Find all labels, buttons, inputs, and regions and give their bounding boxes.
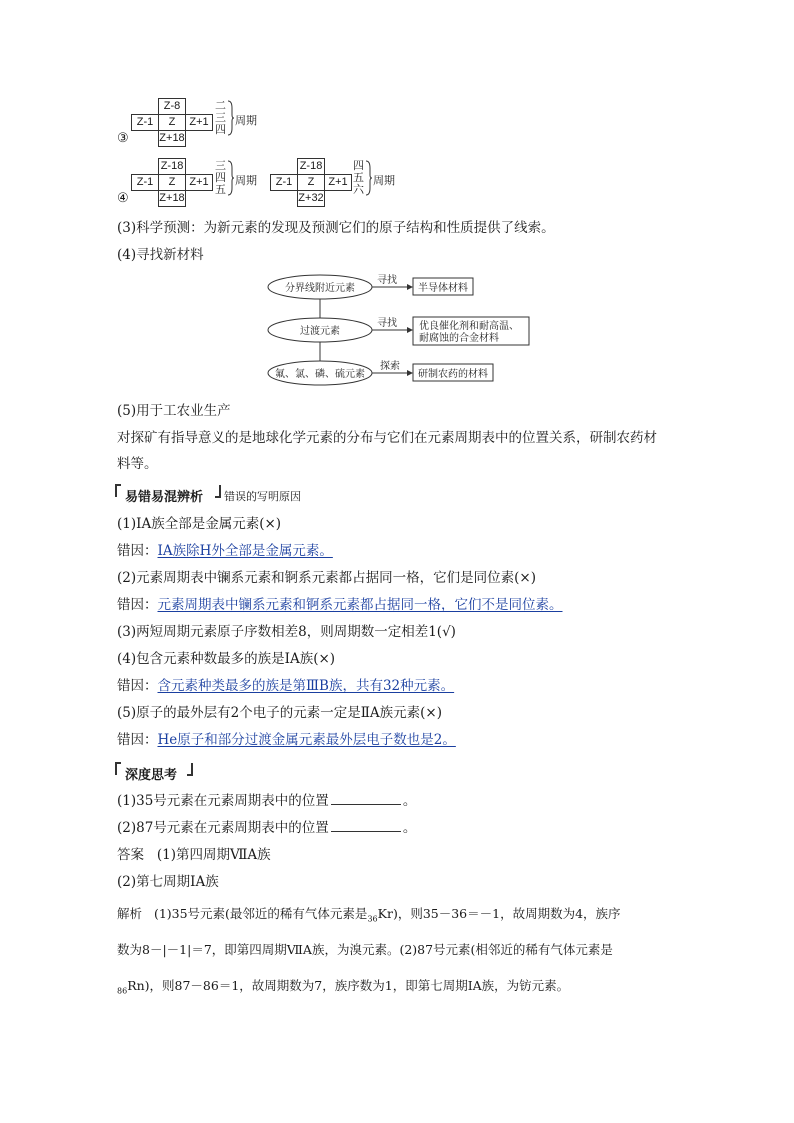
error-reason-row <box>117 542 333 560</box>
grid-cell-right: Z+1 <box>325 175 352 191</box>
answer-text: (1)第四周期ⅦA族 <box>156 847 271 863</box>
period-word: 周期 <box>373 174 395 187</box>
period-label: 五 <box>353 171 364 184</box>
grid-cell-top: Z-18 <box>159 159 186 175</box>
subscript: 86 <box>117 986 128 996</box>
answer-blank[interactable] <box>331 819 401 832</box>
paragraph-4: (4)寻找新材料 <box>117 247 204 263</box>
section-title-text: 易错易混辨析 <box>125 490 204 505</box>
answer-label: 答案 <box>117 847 144 863</box>
grid-cell-left: Z-1 <box>132 175 159 191</box>
period-labels-4a <box>215 160 226 196</box>
bracket-right-icon <box>213 484 221 498</box>
grid-cell-bottom: Z+18 <box>159 131 186 147</box>
question-text: (2)87号元素在元素周期表中的位置 <box>117 820 329 836</box>
think-question-1 <box>117 792 416 810</box>
answer-row-2: (2)第七周期ⅠA族 <box>117 874 219 890</box>
think-question-2 <box>117 819 416 837</box>
period-label: 三 <box>215 111 226 124</box>
paragraph-5-body: 对探矿有指导意义的是地球化学元素的分布与它们在元素周期表中的位置关系，研制农药材 <box>117 430 657 446</box>
error-reason-text: He原子和部分过渡金属元素最外层电子数也是2。 <box>157 732 456 748</box>
grid-cell-bottom: Z+32 <box>298 191 325 207</box>
arrow-icon <box>407 284 413 290</box>
period-label: 二 <box>215 99 226 112</box>
node-label: 氟、氯、磷、硫元素 <box>275 369 365 380</box>
analysis-text: Kr)，则35－36＝－1，故周期数为4，族序 <box>377 906 621 921</box>
analysis-label: 解析 <box>117 906 143 921</box>
materials-flow-diagram <box>265 272 535 388</box>
period-label: 四 <box>215 171 226 184</box>
analysis-line-3 <box>117 977 569 1001</box>
error-question: (5)原子的最外层有2个电子的元素一定是ⅡA族元素(×) <box>117 705 442 721</box>
period-labels-4b <box>353 160 364 196</box>
result-label: 研制农药的材料 <box>418 369 488 380</box>
section-subtitle: 错误的写明原因 <box>224 490 301 503</box>
grid-cell-center: Z <box>159 175 186 191</box>
result-label: 优良催化剂和耐高温、 <box>419 321 519 332</box>
item-marker-4: ④ <box>117 191 129 206</box>
periodic-grid-3 <box>131 98 213 147</box>
bracket-right-icon <box>185 762 193 776</box>
arrow-label: 寻找 <box>377 318 397 329</box>
periodic-grid-4a <box>131 158 213 207</box>
arrow-icon <box>407 370 413 376</box>
grid-cell-center: Z <box>159 115 186 131</box>
question-end: 。 <box>402 793 417 809</box>
periodic-grid-4b <box>270 158 352 207</box>
section-title-think: 深度思考 <box>125 768 178 783</box>
error-reason-text: 含元素种类最多的族是第ⅢB族，共有32种元素。 <box>157 678 455 694</box>
error-question: (4)包含元素种数最多的族是ⅠA族(×) <box>117 651 336 667</box>
question-end: 。 <box>402 820 417 836</box>
error-reason-label: 错因： <box>117 678 158 694</box>
question-text: (1)35号元素在元素周期表中的位置 <box>117 793 329 809</box>
brace-icon <box>227 100 235 136</box>
bracket-left-icon <box>115 762 123 776</box>
error-reason-text: ⅠA族除H外全部是金属元素。 <box>157 543 333 559</box>
error-reason-row <box>117 596 563 614</box>
analysis-line-1 <box>117 905 621 929</box>
error-question: (2)元素周期表中镧系元素和锕系元素都占据同一格，它们是同位素(×) <box>117 570 536 586</box>
analysis-text: Rn)，则87－86＝1，故周期数为7，族序数为1，即第七周期ⅠA族，为钫元素。 <box>127 978 570 993</box>
error-reason-label: 错因： <box>117 732 158 748</box>
grid-cell-left: Z-1 <box>132 115 159 131</box>
grid-cell-top: Z-18 <box>298 159 325 175</box>
bracket-left-icon <box>115 484 123 498</box>
period-label: 四 <box>353 159 364 172</box>
arrow-label: 探索 <box>380 361 400 372</box>
grid-cell-center: Z <box>298 175 325 191</box>
answer-blank[interactable] <box>331 792 401 805</box>
arrow-icon <box>407 327 413 333</box>
analysis-line-2: 数为8－|－1|＝7，即第四周期ⅦA族，为溴元素。(2)87号元素(相邻近的稀有气体元素是 <box>117 942 613 957</box>
error-reason-row <box>117 677 454 695</box>
period-word: 周期 <box>235 114 257 127</box>
paragraph-5-body-cont: 料等。 <box>117 456 158 472</box>
error-question: (1)ⅠA族全部是金属元素(×) <box>117 516 282 532</box>
grid-cell-right: Z+1 <box>186 115 213 131</box>
period-labels-3 <box>215 100 226 136</box>
period-label: 四 <box>215 123 226 136</box>
grid-cell-top: Z-8 <box>159 99 186 115</box>
arrow-label: 寻找 <box>377 275 397 286</box>
grid-cell-bottom: Z+18 <box>159 191 186 207</box>
analysis-text: (1)35号元素(最邻近的稀有气体元素是 <box>153 906 368 921</box>
paragraph-3: (3)科学预测：为新元素的发现及预测它们的原子结构和性质提供了线索。 <box>117 220 555 236</box>
period-label: 五 <box>215 183 226 196</box>
grid-cell-left: Z-1 <box>271 175 298 191</box>
result-label: 耐腐蚀的合金材料 <box>419 333 499 344</box>
period-word: 周期 <box>235 174 257 187</box>
paragraph-5: (5)用于工农业生产 <box>117 403 231 419</box>
error-reason-row <box>117 731 456 749</box>
brace-icon <box>365 160 373 196</box>
item-marker-3: ③ <box>117 131 129 146</box>
section-title-errors <box>125 486 203 505</box>
brace-icon <box>227 160 235 196</box>
error-reason-label: 错因： <box>117 543 158 559</box>
subscript: 36 <box>367 914 378 924</box>
answer-row-1 <box>117 846 271 864</box>
error-question: (3)两短周期元素原子序数相差8，则周期数一定相差1(√) <box>117 624 456 640</box>
node-label: 过渡元素 <box>300 326 340 337</box>
error-reason-text: 元素周期表中镧系元素和锕系元素都占据同一格，它们不是同位素。 <box>157 597 563 613</box>
node-label: 分界线附近元素 <box>285 283 355 294</box>
period-label: 六 <box>353 183 364 196</box>
period-label: 三 <box>215 159 226 172</box>
grid-cell-right: Z+1 <box>186 175 213 191</box>
result-label: 半导体材料 <box>418 283 468 294</box>
error-reason-label: 错因： <box>117 597 158 613</box>
